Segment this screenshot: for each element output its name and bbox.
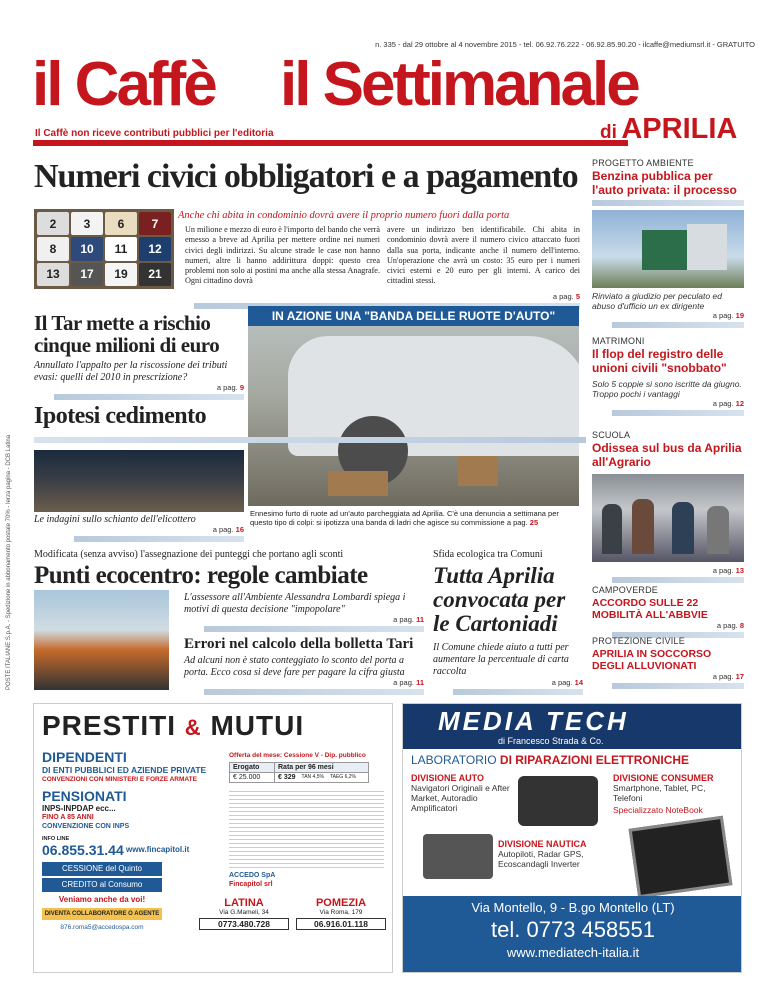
- lead-column-2: avere un indirizzo ben identificabile. Chi abita in condominio dovrà avere il numero civico attaccato fuori dalla sua porta, indicante anche il numero dell'interno. Un'operazione che avrà un costo: 35 euro per i numeri civici esterni e 20 euro per gli interni. A carico dei cittadini stessi.: [387, 225, 580, 286]
- ecocentro-photo: [34, 590, 169, 690]
- cartoniadi-text: Il Comune chiede aiuto a tutti per aumentare la percentuale di carta raccolta: [433, 642, 569, 678]
- header-rule: [33, 140, 628, 146]
- house-number-plate: 12: [139, 237, 171, 260]
- cartoniadi-title: Tutta Aprilia convocata per le Cartoniadi: [433, 563, 566, 637]
- side-ambiente[interactable]: [592, 158, 744, 328]
- cedimento-title[interactable]: Ipotesi cedimento: [34, 403, 207, 429]
- cedimento-caption-block: [34, 514, 244, 542]
- side-title: Benzina pubblica per l'auto privata: il processo: [592, 169, 737, 197]
- ad-nautica: DIVISIONE NAUTICA: [498, 839, 587, 849]
- ad-tablet-image: [629, 816, 733, 899]
- house-number-plate: 2: [37, 212, 69, 235]
- ad-tel[interactable]: tel. 0773 458551: [491, 917, 655, 942]
- house-number-plate: 17: [71, 263, 103, 286]
- ecocentro-text: L'assessore all'Ambiente Alessandra Lombardi spiega i motivi di questa decisione "impopolare": [184, 592, 406, 615]
- cedimento-page: a pag. 16: [212, 525, 244, 534]
- tari-page: a pag. 11: [393, 678, 424, 687]
- cedimento-rule: [34, 437, 586, 443]
- tar-page: a pag. 9: [216, 383, 244, 393]
- ad-dip2: DI ENTI PUBBLICI ED AZIENDE PRIVATE: [42, 765, 207, 775]
- tar-text: Annullato l'appalto per la riscossione dei tributi evasi: quelli del 2010 in prescrizione?: [34, 360, 228, 383]
- house-numbers-photo: [34, 209, 174, 289]
- side-text: Solo 5 coppie si sono iscritte da giugno. Troppo pochi i vantaggi: [592, 378, 742, 399]
- side-page: a pag. 17: [712, 672, 744, 682]
- side-kicker: CAMPOVERDE: [592, 585, 659, 595]
- ad-prestiti[interactable]: [33, 703, 393, 973]
- gas-station-photo: [592, 210, 744, 288]
- banda-caption: Ennesimo furto di ruote ad un'auto parcheggiata ad Aprilia. C'è una denuncia a settimana per questo tipo di colpi: si ipotizza una banda di ladri che agisce su commissione a pag. 25: [250, 509, 559, 528]
- issue-info: n. 335 - dal 29 ottobre al 4 novembre 2015 - tel. 06.92.76.222 - 06.92.85.90.20 - ilcaffe@mediumsrl.it - GRATUITO: [375, 40, 755, 49]
- banda-title[interactable]: IN AZIONE UNA "BANDA DELLE RUOTE D'AUTO": [248, 306, 579, 326]
- ad-consumer: DIVISIONE CONSUMER: [613, 773, 714, 783]
- tar-article[interactable]: [34, 312, 244, 400]
- ad-pens4: CONVENZIONE CON INPS: [42, 823, 130, 830]
- ad-consumer-spec: Specializzato NoteBook: [613, 805, 703, 815]
- tari-article[interactable]: [184, 636, 424, 695]
- lead-column-1: Un milione e mezzo di euro è l'importo del bando che verrà emesso a breve ad Aprilia per mettere ordine nei numeri civici degli indirizzi. Su alcune strade le case non hanno numeri, altre li hanno addirittura doppi: questo crea problemi non solo ai postini ma anche alla stessa Anagrafe. Ogni cittadino dovrà: [185, 225, 380, 286]
- ad-rate-table: Erogato Rata per 96 mesi € 25.000 € 329 TAN 4,5% TAEG 6,2%: [229, 762, 369, 783]
- ad-lab: LABORATORIO DI RIPARAZIONI ELETTRONICHE: [411, 753, 690, 767]
- side-page: a pag. 8: [716, 621, 744, 631]
- tari-title: Errori nel calcolo della bolletta Tari: [184, 636, 414, 652]
- side-page: a pag. 13: [712, 565, 744, 575]
- side-page: a pag. 12: [712, 398, 744, 408]
- side-title: APRILIA IN SOCCORSO DEGLI ALLUVIONATI: [592, 648, 712, 673]
- side-scuola[interactable]: [592, 430, 744, 583]
- ad-nautica-text: Autopiloti, Radar GPS, Ecoscandagli Inverter: [498, 849, 584, 869]
- house-number-plate: 3: [71, 212, 103, 235]
- city-name: APRILIA: [621, 113, 738, 145]
- ad-collab: DIVENTA COLLABORATORE O AGENTE: [42, 908, 162, 920]
- side-protezione[interactable]: [592, 636, 744, 689]
- ad-accedo: ACCEDO SpA: [229, 872, 276, 879]
- side-kicker: MATRIMONI: [592, 336, 645, 346]
- postal-notice: POSTE ITALIANE S.p.A. - Spedizione in abbonamento postale 70% - Ierza pagina - DCB Latina: [6, 434, 12, 690]
- tar-title: Il Tar mette a rischio cinque milioni di euro: [34, 311, 220, 358]
- side-page: a pag. 19: [712, 310, 744, 320]
- ad-pomezia: POMEZIA Via Roma, 179 06.916.01.118: [296, 897, 386, 930]
- ad-mediatech[interactable]: [402, 703, 742, 973]
- side-title: Il flop del registro delle unioni civili "snobbato": [592, 347, 727, 375]
- side-campoverde[interactable]: [592, 585, 744, 638]
- city-title: [600, 115, 737, 144]
- ad-offerta: Offerta del mese: Cessione V - Dip. pubblico: [229, 752, 366, 759]
- ad-web[interactable]: www.fincapitol.it: [126, 845, 190, 854]
- ad-dip: DIPENDENTI: [42, 749, 127, 765]
- house-number-plate: 13: [37, 263, 69, 286]
- ad-pens2: INPS-INPDAP ecc...: [42, 804, 116, 813]
- ad-fincapitol: Fincapitol srl: [229, 881, 273, 888]
- house-number-plate: 11: [105, 237, 137, 260]
- ad-veniamo: Veniamo anche da voi!: [58, 895, 146, 904]
- side-kicker: PROTEZIONE CIVILE: [592, 636, 685, 646]
- ad-sub: di Francesco Strada & Co.: [498, 736, 604, 746]
- ad-web[interactable]: www.mediatech-italia.it: [506, 945, 640, 960]
- cartoniadi-page: a pag. 14: [551, 678, 583, 688]
- side-matrimoni[interactable]: [592, 336, 744, 416]
- ad-gps-image: [423, 834, 493, 879]
- tagline: Il Caffè non riceve contributi pubblici per l'editoria: [35, 128, 274, 139]
- ad-device-image: [518, 776, 598, 826]
- ad-pens3: FINO A 85 ANNI: [42, 814, 94, 821]
- ad-addr: Via Montello, 9 - B.go Montello (LT): [471, 900, 675, 915]
- masthead-ilcaffe: il Caffè: [32, 50, 215, 119]
- ecocentro-page: a pag. 11: [393, 615, 424, 624]
- lead-title[interactable]: Numeri civici obbligatori e a pagamento: [34, 158, 578, 195]
- ad-cessione: CESSIONE del Quinto: [42, 862, 162, 876]
- ad-info: INFO LINE: [42, 836, 70, 842]
- ecocentro-body: [184, 592, 424, 632]
- ad-credito: CREDITO al Consumo: [42, 878, 162, 892]
- ad-fine-print: [229, 788, 384, 868]
- lead-subtitle: Anche chi abita in condominio dovrà avere il proprio numero fuori dalla porta: [178, 210, 510, 221]
- helicopter-photo: [34, 450, 244, 512]
- side-kicker: PROGETTO AMBIENTE: [592, 158, 694, 168]
- banda-page: a pag. 25: [506, 518, 539, 528]
- house-number-plate: 19: [105, 263, 137, 286]
- house-number-plate: 21: [139, 263, 171, 286]
- side-title: Odissea sul bus da Aprilia all'Agrario: [592, 441, 742, 469]
- ad-auto: DIVISIONE AUTO: [411, 773, 485, 783]
- car-photo: [248, 306, 579, 506]
- house-number-plate: 8: [37, 237, 69, 260]
- lead-page-ref: a pag. 5: [34, 292, 580, 309]
- side-kicker: SCUOLA: [592, 430, 631, 440]
- side-title: ACCORDO SULLE 22 MOBILITÀ ALL'ABBVIE: [592, 597, 708, 622]
- ad-consumer-text: Smartphone, Tablet, PC, Telefoni: [613, 783, 706, 803]
- ecocentro-title[interactable]: Punti ecocentro: regole cambiate: [34, 562, 368, 589]
- ecocentro-kicker: Modificata (senza avviso) l'assegnazione dei punteggi che portano agli sconti: [34, 549, 344, 560]
- ad-phone[interactable]: 06.855.31.44: [42, 842, 124, 858]
- side-text: Rinviato a giudizio per peculato ed abuso d'ufficio un ex dirigente: [592, 290, 722, 311]
- ad-latina: LATINA Via G.Mameli, 34 0773.480.728: [199, 897, 289, 930]
- house-number-plate: 7: [139, 212, 171, 235]
- masthead-settimanale: il Settimanale: [280, 50, 638, 119]
- city-prefix: di: [600, 122, 617, 143]
- ad-email[interactable]: 876.roma5@accedospa.com: [60, 924, 144, 931]
- house-number-plate: 10: [71, 237, 103, 260]
- house-number-plate: 6: [105, 212, 137, 235]
- tari-text: Ad alcuni non è stato conteggiato lo sconto del porta a porta. Ecco cosa si deve fare per pagare la cifra giusta: [184, 655, 405, 678]
- bus-photo: [592, 474, 744, 562]
- ad-brand: MEDIA TECH: [438, 706, 629, 736]
- ad-auto-text: Navigatori Originali e After Market, Autoradio Amplificatori: [411, 783, 510, 813]
- cedimento-caption: Le indagini sullo schianto dell'elicottero: [34, 514, 196, 525]
- ad-conv: CONVENZIONI CON MINISTERI E FORZE ARMATE: [42, 776, 197, 783]
- cartoniadi-article[interactable]: [433, 549, 583, 695]
- ad-prestiti-title: PRESTITI & MUTUI: [42, 710, 305, 741]
- ad-pens: PENSIONATI: [42, 788, 127, 804]
- cartoniadi-kicker: Sfida ecologica tra Comuni: [433, 549, 543, 560]
